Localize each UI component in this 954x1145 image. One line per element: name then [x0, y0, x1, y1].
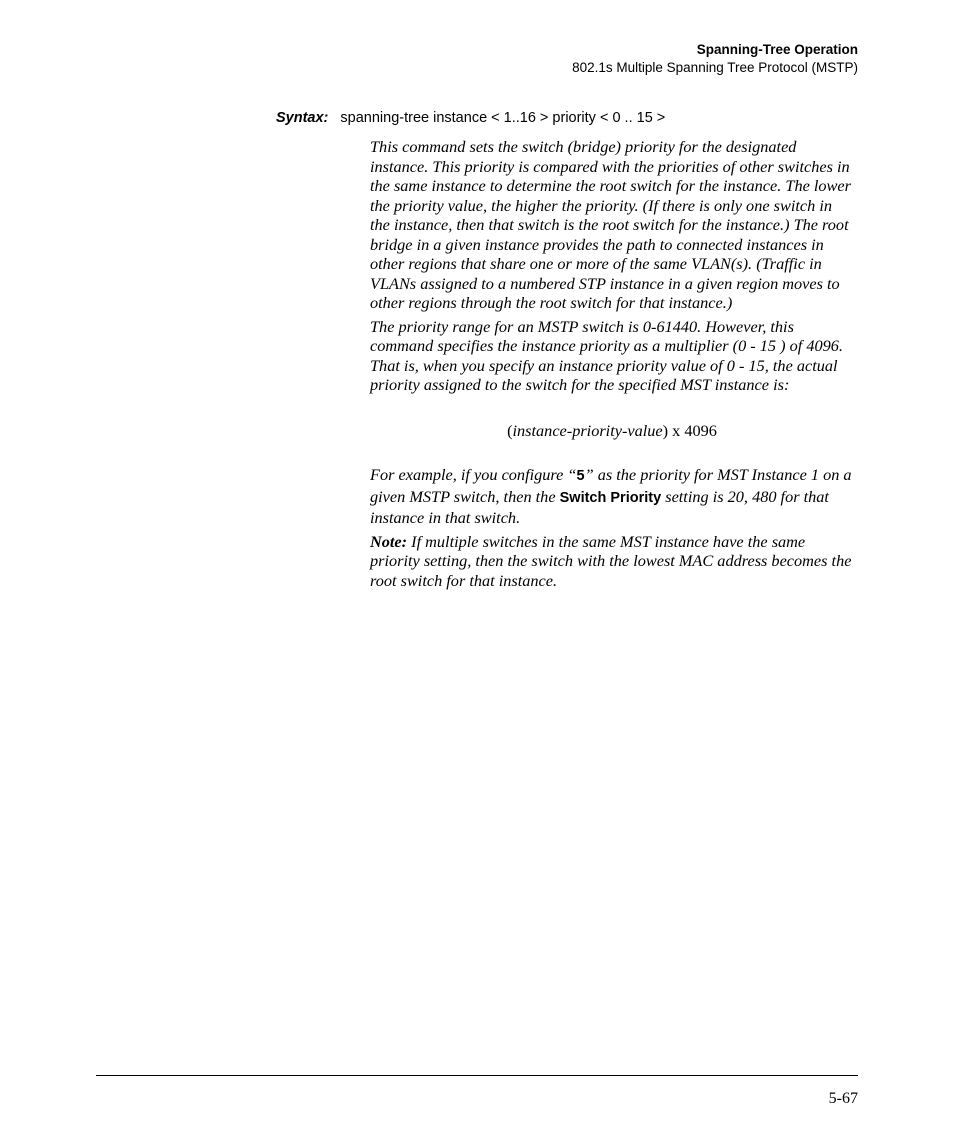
example-paragraph [370, 465, 854, 528]
note-label: Note: [370, 531, 408, 551]
section-title: 802.1s Multiple Spanning Tree Protocol (MSTP) [572, 60, 858, 75]
priority-formula [370, 421, 854, 441]
page-number: 5-67 [828, 1090, 858, 1107]
example-text-2: ” as the priority for MST Instance 1 on a given MSTP switch, then the [370, 465, 852, 506]
note-paragraph [370, 532, 854, 591]
example-value: 5 [576, 468, 585, 484]
syntax-line [276, 110, 665, 126]
formula-open: ( [507, 420, 513, 440]
syntax-label: Syntax: [276, 110, 329, 126]
note-text: If multiple switches in the same MST instance have the same priority setting, then the switch with the lowest MAC address becomes the root switch for that instance. [370, 531, 852, 590]
footer-rule [96, 1075, 858, 1076]
switch-priority-field: Switch Priority [559, 489, 662, 506]
priority-range-paragraph: The priority range for an MSTP switch is 0-61440. However, this command specifies the instance priority as a multiplier (0 - 15 ) of 4096. That is, when you specify an instance priority value of 0 - 15, the actual priority assigned to the switch for the specified MST instance is: [370, 316, 843, 394]
syntax-command: spanning-tree instance < 1..16 > priority < 0 .. 15 > [340, 110, 666, 126]
chapter-title: Spanning-Tree Operation [696, 42, 858, 57]
command-description [370, 137, 854, 594]
running-header [572, 41, 858, 77]
formula-rest: ) x 4096 [662, 420, 717, 440]
description-paragraph: This command sets the switch (bridge) priority for the designated instance. This priority is compared with the priorities of other switches in the same instance to determine the root switch for the instance. The lower the priority value, the higher the priority. (If there is only one switch in the instance, then that switch is the root switch for the instance.) The root bridge in a given instance provides the path to connected instances in other regions that share one or more of the same VLAN(s). (Traffic in VLANs assigned to a numbered STP instance in a given region moves to other regions through the root switch for that instance.) [370, 137, 851, 312]
formula-term: instance-priority-value [512, 420, 663, 440]
example-text-1: For example, if you configure “ [370, 465, 577, 484]
example-text-3: setting is 20, 480 for that instance in that switch. [370, 486, 829, 527]
